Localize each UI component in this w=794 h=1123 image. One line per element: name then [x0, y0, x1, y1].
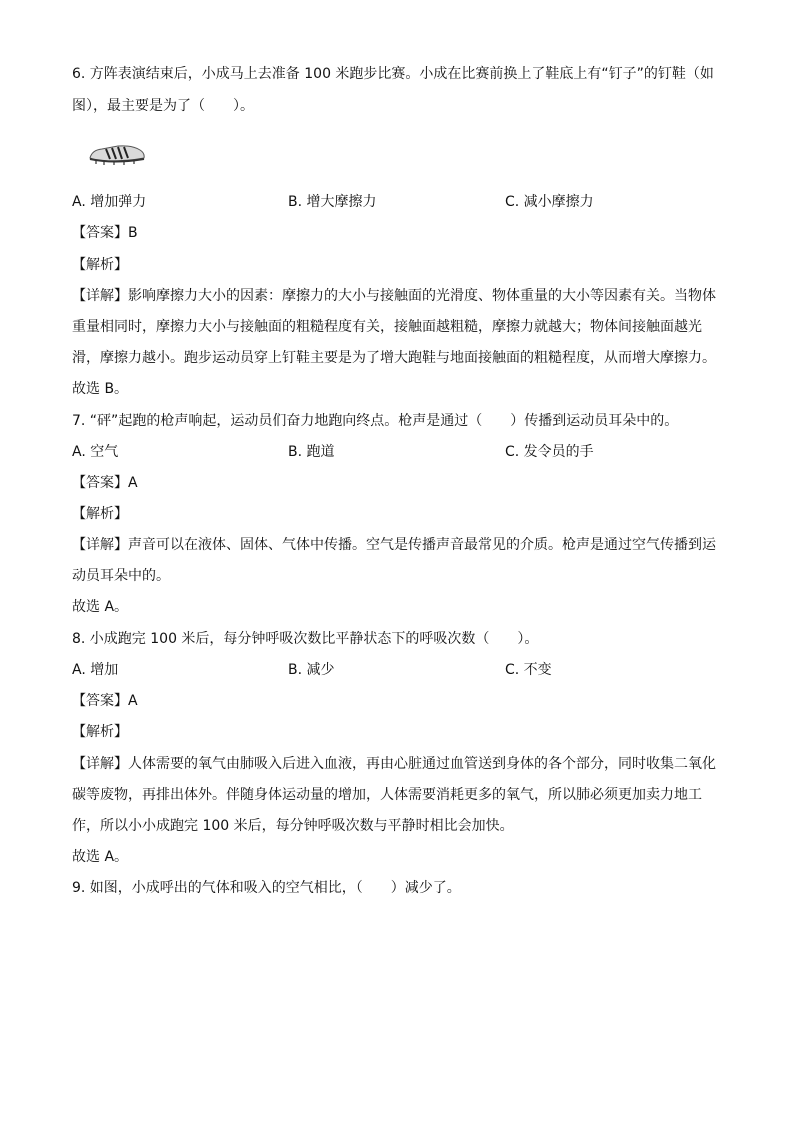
q8-answer: 【答案】A	[72, 693, 138, 709]
q9-stem: 9. 如图，小成呼出的气体和吸入的空气相比，（ ）减少了。	[72, 880, 461, 896]
q8-detail-line4: 故选 A。	[72, 849, 129, 865]
q6-answer: 【答案】B	[72, 225, 138, 241]
q6-detail-line4: 故选 B。	[72, 381, 129, 397]
q8-option-c: C. 不变	[505, 662, 552, 678]
q7-option-b: B. 跑道	[288, 444, 335, 460]
q6-stem-line1: 6. 方阵表演结束后，小成马上去准备 100 米跑步比赛。小成在比赛前换上了鞋底上有“钉子”的钉鞋（如	[72, 66, 714, 82]
q6-detail-line3: 滑，摩擦力越小。跑步运动员穿上钉鞋主要是为了增大跑鞋与地面接触面的粗糙程度，从而增大摩擦力。	[72, 350, 716, 366]
q8-analysis-label: 【解析】	[72, 724, 128, 740]
q7-answer: 【答案】A	[72, 475, 138, 491]
q7-option-a: A. 空气	[72, 444, 119, 460]
q8-detail-line2: 碳等废物，再排出体外。伴随身体运动量的增加，人体需要消耗更多的氧气，所以肺必须更加卖力地工	[72, 787, 702, 803]
q7-detail-line1: 【详解】声音可以在液体、固体、气体中传播。空气是传播声音最常见的介质。枪声是通过空气传播到运	[72, 537, 716, 553]
q8-option-a: A. 增加	[72, 662, 119, 678]
q7-analysis-label: 【解析】	[72, 506, 128, 522]
q8-option-b: B. 减少	[288, 662, 335, 678]
q6-option-b: B. 增大摩擦力	[288, 194, 377, 210]
q6-option-c: C. 减小摩擦力	[505, 194, 594, 210]
q7-option-c: C. 发令员的手	[505, 444, 594, 460]
q7-stem: 7. “砰”起跑的枪声响起，运动员们奋力地跑向终点。枪声是通过（ ）传播到运动员耳朵中的。	[72, 413, 679, 429]
q6-detail-line1: 【详解】影响摩擦力大小的因素：摩擦力的大小与接触面的光滑度、物体重量的大小等因素有关。当物体	[72, 288, 716, 304]
q7-detail-line2: 动员耳朵中的。	[72, 568, 170, 584]
q8-detail-line3: 作，所以小小成跑完 100 米后，每分钟呼吸次数与平静时相比会加快。	[72, 818, 514, 834]
q6-analysis-label: 【解析】	[72, 257, 128, 273]
q6-stem-line2: 图），最主要是为了（ ）。	[72, 98, 254, 114]
q6-option-a: A. 增加弹力	[72, 194, 147, 210]
spiked-shoe-icon	[88, 142, 146, 166]
q8-stem: 8. 小成跑完 100 米后，每分钟呼吸次数比平静状态下的呼吸次数（ ）。	[72, 631, 539, 647]
q6-detail-line2: 重量相同时，摩擦力大小与接触面的粗糙程度有关，接触面越粗糙，摩擦力就越大；物体间接触面越光	[72, 319, 702, 335]
q7-detail-line3: 故选 A。	[72, 599, 129, 615]
q8-detail-line1: 【详解】人体需要的氧气由肺吸入后进入血液，再由心脏通过血管送到身体的各个部分，同时收集二氧化	[72, 756, 716, 772]
